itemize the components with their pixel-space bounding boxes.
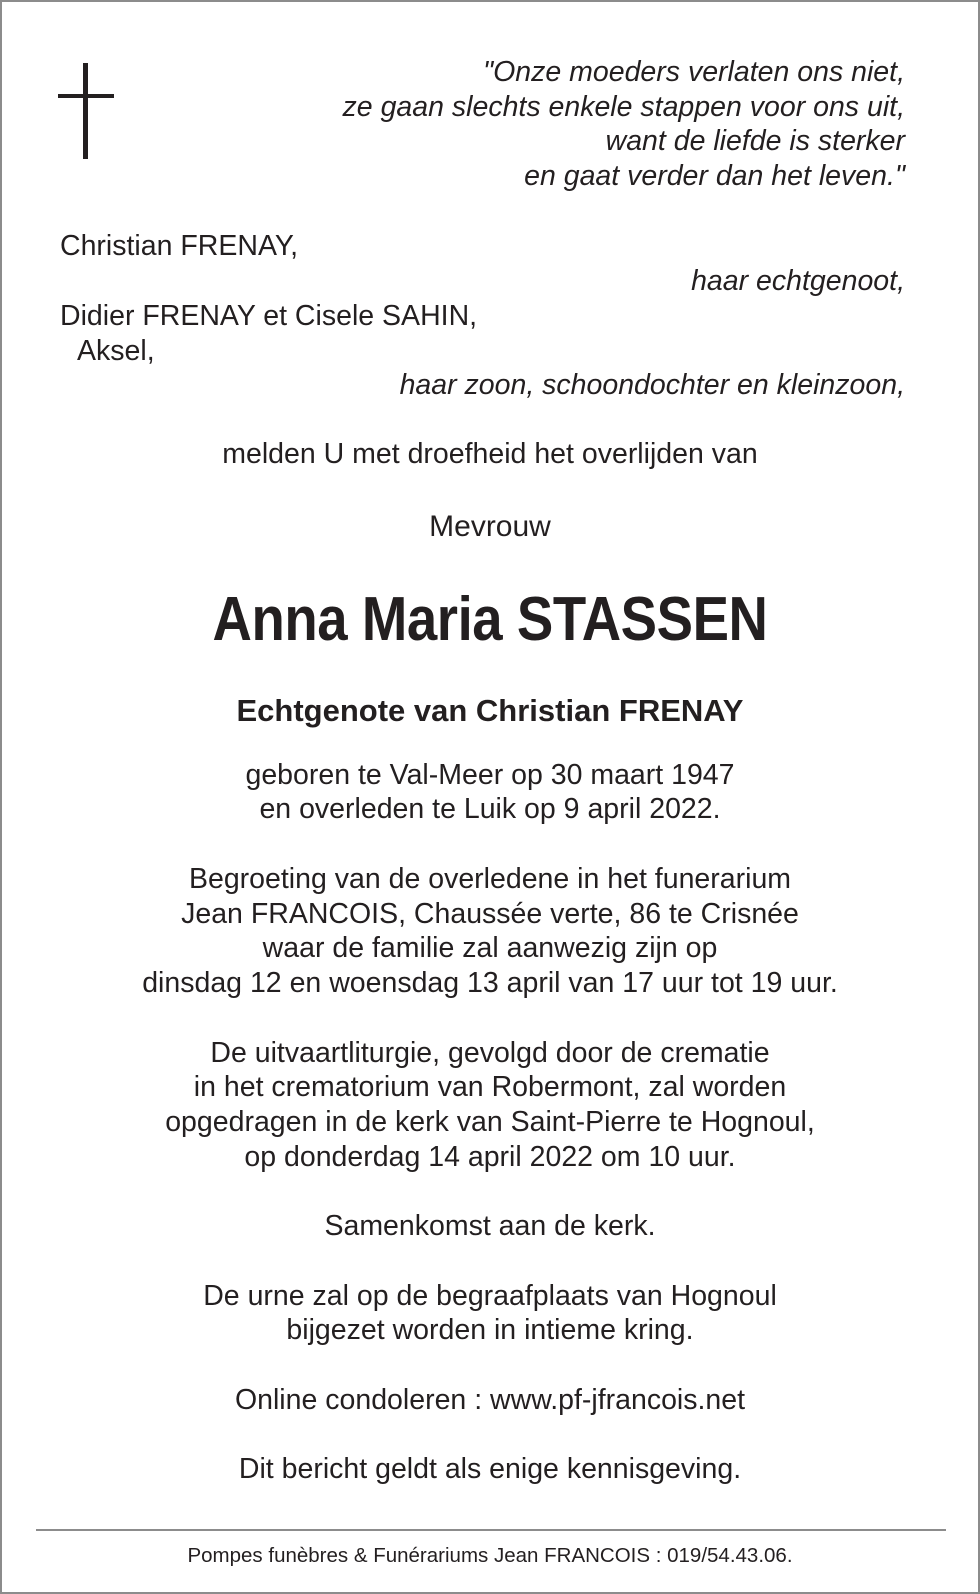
liturgy-line: De uitvaartliturgie, gevolgd door de crematie: [210, 1037, 770, 1069]
liturgy-line: op donderdag 14 april 2022 om 10 uur.: [244, 1141, 736, 1173]
liturgy-line: in het crematorium van Robermont, zal worden: [193, 1071, 787, 1103]
visitation-line: waar de familie zal aanwezig zijn op: [262, 932, 718, 964]
son-names: Didier FRENAY et Cisele SAHIN,: [60, 300, 478, 332]
grandson-name: Aksel,: [77, 335, 155, 367]
funeral-home-footer: Pompes funèbres & Funérariums Jean FRANCOIS : 019/54.43.06.: [187, 1544, 793, 1567]
gathering-text: Samenkomst aan de kerk.: [324, 1210, 656, 1242]
visitation-line: Begroeting van de overledene in het funerarium: [188, 863, 792, 895]
quote-line: "Onze moeders verlaten ons niet,: [482, 56, 905, 88]
quote-line: want de liefde is sterker: [605, 125, 905, 157]
son-relation: haar zoon, schoondochter en kleinzoon,: [399, 369, 905, 401]
death-line: en overleden te Luik op 9 april 2022.: [259, 793, 721, 825]
urn-line: De urne zal op de begraafplaats van Hognoul: [203, 1280, 777, 1312]
birth-line: geboren te Val-Meer op 30 maart 1947: [245, 759, 735, 791]
urn-line: bijgezet worden in intieme kring.: [286, 1314, 694, 1346]
announcement-text: melden U met droefheid het overlijden van: [222, 438, 758, 470]
notice-text: Dit bericht geldt als enige kennisgeving.: [238, 1453, 742, 1485]
honorific-title: Mevrouw: [429, 510, 551, 543]
husband-name: Christian FRENAY,: [60, 230, 299, 262]
quote-line: ze gaan slechts enkele stappen voor ons uit,: [342, 91, 905, 123]
cross-icon: [58, 63, 114, 159]
footer-divider: [36, 1529, 946, 1531]
liturgy-line: opgedragen in de kerk van Saint-Pierre te Hognoul,: [165, 1106, 815, 1138]
quote-line: en gaat verder dan het leven.": [524, 160, 905, 192]
spouse-line: Echtgenote van Christian FRENAY: [236, 693, 744, 728]
visitation-line: Jean FRANCOIS, Chaussée verte, 86 te Crisnée: [181, 898, 799, 930]
husband-relation: haar echtgenoot,: [691, 265, 905, 297]
deceased-name: Anna Maria STASSEN: [212, 585, 768, 654]
condolences-text: Online condoleren : www.pf-jfrancois.net: [234, 1384, 746, 1416]
visitation-line: dinsdag 12 en woensdag 13 april van 17 uur tot 19 uur.: [142, 967, 838, 999]
